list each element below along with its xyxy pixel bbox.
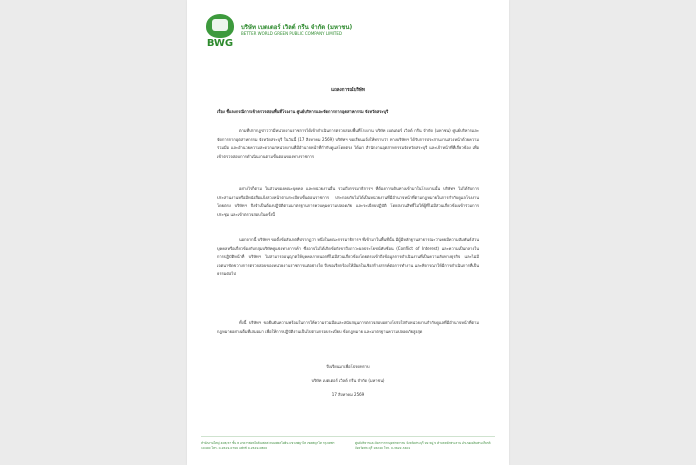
company-logo <box>205 14 235 52</box>
paragraph-3: นอกจากนี้ บริษัทฯ ขอตั้งข้อสังเกตที่ปรากฏว่า หนึ่งในคณะกรรมาธิการฯ ที่เข้ามาในพื้นที่นั้น มีผู้มีหลักฐานสาธารณะว่าเคยมีความสัมพันธ์ส่วนบุคคลหรือเกี่ยวข้องกับกลุ่มบริษัทคู่แข่งทางการค้า ซึ่งอาจไม่ได้เกิดข้อกังขาถึงภาวะผลประโยชน์ทับซ้อน (Conflict of Interest) และความเป็นกลางในการปฏิบัติหน้าที่ บริษัทฯ ไม่สามารถอนุญาตให้บุคคลภายนอกที่ไม่มีส่วนเกี่ยวข้องโดยตรงเข้าถึงข้อมูลการดำเนินงานที่เป็นความลับทางธุรกิจ และไม่มีเจตนาขัดขวางการตรวจสอบของหน่วยงานราชการแต่อย่างใด จึงขอเรียกร้องให้มีผลในเชิงสร้างสรรค์ต่อการทำงาน และพิจารณาให้มีการดำเนินการที่เป็นธรรมต่อไป <box>217 237 479 276</box>
letter-footer <box>201 436 495 457</box>
closing-line: จึงเรียนมาเพื่อโปรดทราบ <box>326 364 370 369</box>
paragraph-4: ทั้งนี้ บริษัทฯ ขอยืนยันความพร้อมในการให้ความร่วมมือและสนับสนุนการตรวจสอบอย่างโปร่งใสกับหน่วยงานกำกับดูแลที่มีอำนาจหน้าที่ตามกฎหมายอย่างเต็มที่เสมอมา เพื่อให้การปฏิบัติงานเป็นไปตามกรอบระเบียบ ข้อกฎหมาย และมาตรฐานความปลอดภัยสูงสุด <box>217 320 479 334</box>
document-subject: เรื่อง ชี้แจงกรณีการเข้าตรวจสอบพื้นที่โรงงาน ศูนย์บริหารและจัดการกากอุตสาหกรรม จังหวัดสระบุรี <box>217 109 389 114</box>
footer-address-right: ศูนย์บริหารและจัดการกากอุตสาหกรรม จังหวัดสระบุรี 99 หมู่ 5 ตำบลหน้าพระลาน อำเภอเฉลิมพระเกียรติ จังหวัดสระบุรี 18240 โทร. 0-3622-3401 <box>355 441 491 450</box>
signature-date: 17 สิงหาคม 2569 <box>331 392 365 397</box>
document-page <box>187 0 509 465</box>
company-name-english: BETTER WORLD GREEN PUBLIC COMPANY LIMITED <box>241 31 342 36</box>
paragraph-1: ตามที่ปรากฏข่าวว่ามีหน่วยงานราชการได้เข้าดำเนินการตรวจสอบพื้นที่โรงงาน บริษัท เบตเตอร์ เวิลด์ กรีน จำกัด (มหาชน) ศูนย์บริหารและจัดการกากอุตสาหกรรม จังหวัดสระบุรี ในวันนี้ (17 สิงหาคม 2569) บริษัทฯ ขอเรียนแจ้งให้ทราบว่า ทางบริษัทฯ ได้รับการประสานงานล่วงหน้าด้วยความร่วมมือ และอำนวยความสะดวกแก่หน่วยงานที่มีอำนาจหน้าที่กำกับดูแลโดยตรง ได้แก่ สำนักงานอุตสาหกรรมจังหวัดสระบุรี และเจ้าหน้าที่ที่เกี่ยวข้อง เพื่อเข้าตรวจสอบการดำเนินงานตามขั้นตอนของทางราชการ <box>217 128 479 159</box>
company-name-thai: บริษัท เบตเตอร์ เวิลด์ กรีน จำกัด (มหาชน) <box>241 24 353 31</box>
logo-text: BWG <box>206 38 234 49</box>
paragraph-2: อย่างไรก็ตาม ในส่วนของคณะบุคคล และหน่วยงานอื่น รวมถึงกรรมาธิการฯ ที่ต้องการเดินทางเข้ามาในโรงงานนั้น บริษัทฯ ไม่ได้รับการประสานงานหรือมีหนังสือแจ้งล่วงหน้าตามระเบียบขั้นตอนราชการ ประกอบกับไม่ได้เป็นหน่วยงานที่มีอำนาจหน้าที่ตามกฎหมายในการกำกับดูแลโรงงานโดยตรง บริษัทฯ จึงจำเป็นต้องปฏิบัติตามมาตรฐานการควบคุมความปลอดภัย และระเบียบปฏิบัติ โดยสงวนสิทธิ์ไม่ให้ผู้ที่ไม่มีส่วนเกี่ยวข้องเข้าร่วมการประชุม และเข้าตรวจสอบในครั้งนี้ <box>217 186 479 217</box>
signer-name: บริษัท เบตเตอร์ เวิลด์ กรีน จำกัด (มหาชน) <box>311 378 385 383</box>
globe-icon <box>206 14 234 38</box>
letterhead <box>205 14 365 54</box>
document-title: แถลงการณ์บริษัท <box>331 88 365 93</box>
footer-address-left: สำนักงานใหญ่ 408/37 ชั้น 8 อาคารพหลโยธินเพลส ถนนพหลโยธิน แขวงพญาไท เขตพญาไท กรุงเทพฯ 10400 โทร. 0-2619-0799 แฟกซ์ 0-2619-0800 <box>201 441 335 450</box>
